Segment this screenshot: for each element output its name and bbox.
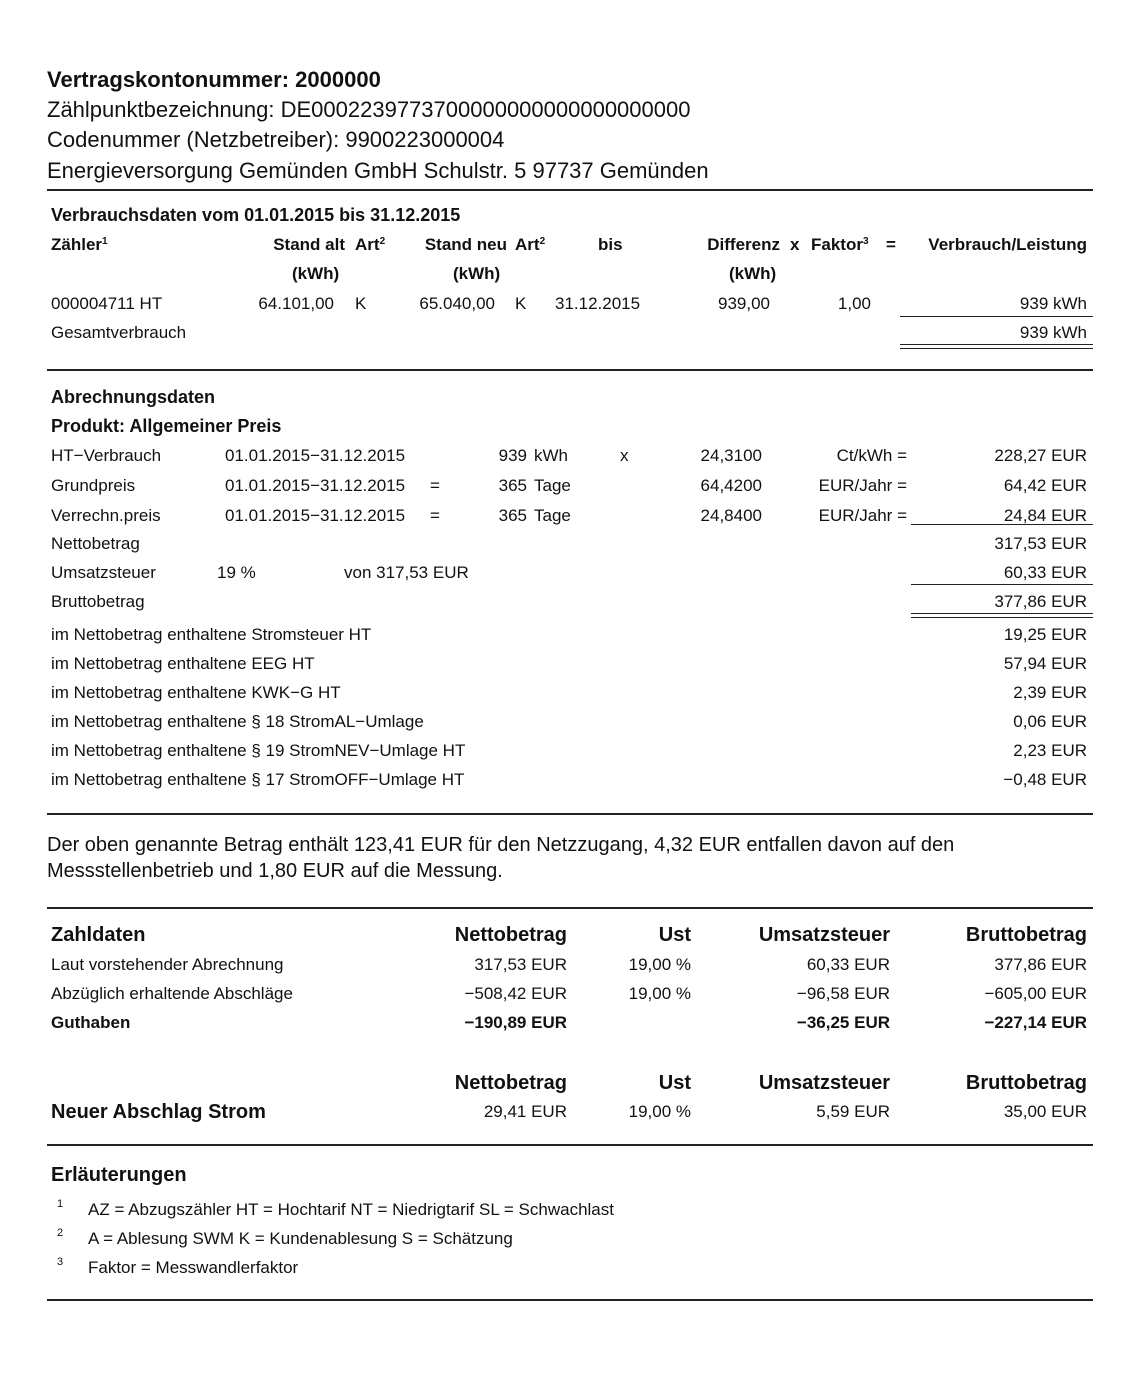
payment-row-label: Laut vorstehender Abrechnung: [51, 955, 284, 974]
included-levy-value: 57,94 EUR: [1003, 654, 1087, 673]
underline: [911, 524, 1093, 525]
billing-line-amount: 228,27 EUR: [994, 446, 1087, 465]
included-levy-value: −0,48 EUR: [1003, 770, 1087, 789]
network-note-line1: Der oben genannte Betrag enthält 123,41 EUR für den Netzzugang, 4,32 EUR entfallen davon auf den: [47, 834, 955, 856]
meter-point-id: Zählpunktbezeichnung: DE0002239773700000000000000000000: [47, 97, 691, 122]
included-levy-value: 2,23 EUR: [1013, 741, 1087, 760]
stand-alt-value: 64.101,00: [258, 294, 334, 313]
col-art-neu: Art$^2$: [515, 235, 546, 254]
payment-row-umsatz: 60,33 EUR: [806, 955, 890, 974]
col-verbrauch: Verbrauch/Leistung: [928, 235, 1087, 254]
total-consumption-label: Gesamtverbrauch: [51, 323, 187, 342]
payment-col-brutto: Bruttobetrag: [965, 924, 1087, 946]
payment-row-netto: −508,42 EUR: [464, 984, 567, 1003]
billing-line-label: HT−Verbrauch: [51, 446, 162, 465]
included-levy-value: 19,25 EUR: [1003, 625, 1087, 644]
col-bis: bis: [598, 235, 623, 254]
payment-row-brutto: −605,00 EUR: [984, 984, 1087, 1003]
footnote-mark: 1: [57, 1198, 64, 1210]
new-installment-umsatz: 5,59 EUR: [816, 1102, 890, 1121]
billing-line-price: 24,8400: [700, 506, 762, 525]
unit-diff: (kWh): [729, 264, 777, 283]
included-levy-label: im Nettobetrag enthaltene Stromsteuer HT: [51, 625, 372, 644]
divider: [47, 1144, 1093, 1146]
code-number: Codenummer (Netzbetreiber): 9900223000004: [47, 127, 505, 152]
billing-line-price: 24,3100: [700, 446, 762, 465]
vat-value: 60,33 EUR: [1003, 563, 1087, 582]
included-levy-label: im Nettobetrag enthaltene § 18 StromAL−Umlage: [51, 712, 424, 731]
vat-label: Umsatzsteuer: [51, 563, 156, 582]
underline: [900, 316, 1093, 317]
new-installment-label: Neuer Abschlag Strom: [51, 1101, 266, 1123]
explanations-title: Erläuterungen: [51, 1164, 187, 1186]
billing-line-label: Verrechn.preis: [51, 506, 161, 525]
art-alt-value: K: [355, 294, 367, 313]
divider: [47, 1299, 1093, 1301]
col-stand-neu: Stand neu: [424, 235, 507, 254]
billing-line-period: 01.01.2015−31.12.2015: [225, 506, 406, 525]
included-levy-label: im Nettobetrag enthaltene § 17 StromOFF−Umlage HT: [51, 770, 465, 789]
underline: [911, 584, 1093, 585]
payment-row-umsatz: −96,58 EUR: [796, 984, 890, 1003]
col-differenz: Differenz: [707, 235, 780, 254]
billing-line-unit: kWh: [534, 446, 568, 465]
billing-line-eq: =: [430, 506, 440, 525]
included-levy-label: im Nettobetrag enthaltene EEG HT: [51, 654, 315, 673]
brutto-value: 377,86 EUR: [994, 592, 1087, 611]
billing-line-period: 01.01.2015−31.12.2015: [225, 446, 406, 465]
vat-rate: 19 %: [217, 563, 256, 582]
footnote-text: A = Ablesung SWM K = Kundenablesung S = Schätzung: [88, 1229, 513, 1248]
included-levy-label: im Nettobetrag enthaltene § 19 StromNEV−Umlage HT: [51, 741, 466, 760]
billing-line-qty: 939: [498, 446, 527, 465]
billing-line-price-unit: EUR/Jahr =: [818, 506, 907, 525]
included-levy-value: 0,06 EUR: [1013, 712, 1087, 731]
payment-row-ust: 19,00 %: [628, 955, 691, 974]
account-number: Vertragskontonummer: 2000000: [47, 67, 381, 92]
footnote-mark: 3: [57, 1256, 64, 1268]
footnote-text: Faktor = Messwandlerfaktor: [88, 1258, 299, 1277]
billing-line-eq: =: [430, 476, 440, 495]
supplier-address: Energieversorgung Gemünden GmbH Schulstr. 5 97737 Gemünden: [47, 158, 709, 183]
payment-col-umsatz: Umsatzsteuer: [758, 924, 890, 946]
divider: [47, 189, 1093, 191]
footnote-mark: 2: [57, 1227, 64, 1239]
product-name: Produkt: Allgemeiner Preis: [51, 416, 282, 436]
differenz-value: 939,00: [718, 294, 770, 313]
double-underline: [900, 344, 1093, 349]
credit-umsatz: −36,25 EUR: [796, 1013, 890, 1032]
new-col-brutto: Bruttobetrag: [965, 1072, 1087, 1094]
vat-base: von 317,53 EUR: [344, 563, 469, 582]
brutto-label: Bruttobetrag: [51, 592, 145, 611]
col-faktor: Faktor$^3$: [811, 235, 869, 254]
footnote-text: AZ = Abzugszähler HT = Hochtarif NT = Niedrigtarif SL = Schwachlast: [88, 1200, 614, 1219]
billing-line-amount: 24,84 EUR: [1003, 506, 1087, 525]
col-meter: Zähler$^1$: [51, 235, 108, 254]
stand-neu-value: 65.040,00: [419, 294, 495, 313]
payment-row-netto: 317,53 EUR: [474, 955, 567, 974]
billing-line-qty: 365: [498, 506, 527, 525]
divider: [47, 813, 1093, 815]
payment-row-brutto: 377,86 EUR: [994, 955, 1087, 974]
billing-line-x: x: [620, 446, 629, 465]
new-installment-netto: 29,41 EUR: [483, 1102, 567, 1121]
credit-netto: −190,89 EUR: [464, 1013, 567, 1032]
billing-line-period: 01.01.2015−31.12.2015: [225, 476, 406, 495]
billing-line-label: Grundpreis: [51, 476, 136, 495]
billing-line-amount: 64,42 EUR: [1003, 476, 1087, 495]
new-installment-ust: 19,00 %: [628, 1102, 691, 1121]
meter-id: 000004711 HT: [51, 294, 163, 313]
billing-line-qty: 365: [498, 476, 527, 495]
netto-value: 317,53 EUR: [994, 534, 1087, 553]
new-installment-brutto: 35,00 EUR: [1003, 1102, 1087, 1121]
consumption-title: Verbrauchsdaten vom 01.01.2015 bis 31.12.2015: [51, 205, 461, 225]
col-x: x: [790, 235, 800, 254]
col-art-alt: Art$^2$: [355, 235, 386, 254]
unit-alt: (kWh): [292, 264, 340, 283]
included-levy-label: im Nettobetrag enthaltene KWK−G HT: [51, 683, 341, 702]
billing-line-unit: Tage: [534, 506, 571, 525]
col-stand-alt: Stand alt: [273, 235, 345, 254]
new-col-ust: Ust: [658, 1072, 691, 1094]
new-col-netto: Nettobetrag: [454, 1072, 567, 1094]
billing-line-unit: Tage: [534, 476, 571, 495]
double-underline: [911, 613, 1093, 618]
netto-label: Nettobetrag: [51, 534, 140, 553]
col-eq: =: [886, 235, 896, 254]
art-neu-value: K: [515, 294, 527, 313]
billing-line-price: 64,4200: [700, 476, 762, 495]
divider: [47, 907, 1093, 909]
unit-neu: (kWh): [453, 264, 501, 283]
payment-row-label: Abzüglich erhaltende Abschläge: [51, 984, 293, 1003]
payment-col-ust: Ust: [658, 924, 691, 946]
faktor-value: 1,00: [837, 294, 871, 313]
credit-label: Guthaben: [51, 1013, 131, 1032]
bis-value: 31.12.2015: [555, 294, 641, 313]
included-levy-value: 2,39 EUR: [1013, 683, 1087, 702]
billing-title: Abrechnungsdaten: [51, 387, 216, 407]
credit-brutto: −227,14 EUR: [984, 1013, 1087, 1032]
payment-row-ust: 19,00 %: [628, 984, 691, 1003]
billing-line-price-unit: EUR/Jahr =: [818, 476, 907, 495]
verbrauch-value: 939 kWh: [1019, 294, 1087, 313]
total-consumption-value: 939 kWh: [1019, 323, 1087, 342]
billing-line-price-unit: Ct/kWh =: [836, 446, 907, 465]
payment-title: Zahldaten: [51, 924, 146, 946]
new-col-umsatz: Umsatzsteuer: [758, 1072, 890, 1094]
network-note-line2: Messstellenbetrieb und 1,80 EUR auf die Messung.: [47, 860, 503, 882]
payment-col-netto: Nettobetrag: [454, 924, 567, 946]
divider: [47, 369, 1093, 371]
